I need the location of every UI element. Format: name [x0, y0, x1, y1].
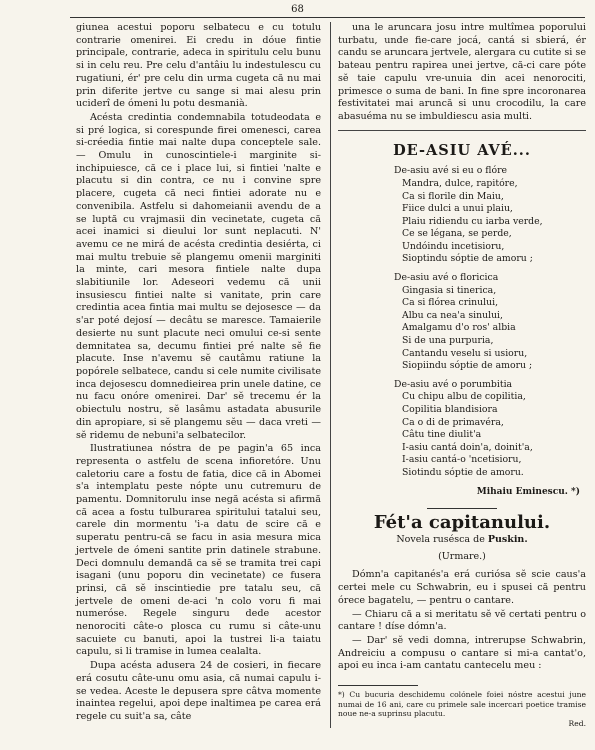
- story-continued: (Urmare.): [438, 550, 486, 562]
- left-column: [76, 22, 321, 724]
- poem-signature: Mihaiu Eminescu. *): [476, 486, 580, 497]
- page-number: 68: [291, 4, 304, 15]
- poem-line: Ce se légana, se perde,: [402, 228, 512, 240]
- story-title: Fét'a capitanului.: [373, 512, 551, 534]
- poem-line: De-asiu avé o porumbitia: [394, 378, 513, 390]
- poem-line: I-asiu cantá doin'a, doinit'a,: [402, 441, 533, 453]
- poem-line: Albu ca nea'a sinului,: [402, 309, 503, 321]
- story-author: Puskin.: [487, 533, 528, 545]
- poem-line: Gingasia si tinerica,: [402, 284, 497, 296]
- poem-line: Mandra, dulce, rapitóre,: [402, 177, 518, 189]
- footnote-signature: Red.: [568, 718, 586, 728]
- poem-stanza: [394, 165, 586, 266]
- poem-line: Ca o di de primavéra,: [402, 416, 504, 428]
- poem-line: Fiice dulci a unui plaiu,: [402, 203, 513, 215]
- poem-line: Copilitia blandisiora: [402, 404, 498, 416]
- poem-line: Sioptindu sóptie de amoru ;: [402, 253, 533, 265]
- right-column: [338, 22, 586, 728]
- story-subtitle: [338, 534, 586, 547]
- poem-line: Ca si flórea crinului,: [402, 297, 499, 309]
- poem-line: Cu chipu albu de copilitia,: [402, 391, 526, 403]
- poem-stanza: [394, 379, 586, 480]
- section-divider: [338, 130, 586, 131]
- poem-line: Ca si florile din Maiu,: [402, 190, 504, 202]
- footnote: [338, 690, 586, 728]
- poem-line: De-asiu avé o floricica: [394, 272, 499, 284]
- poem-line: Câtu tine diulit'a: [402, 429, 482, 441]
- poem-line: De-asiu avé si eu o flóre: [394, 165, 508, 177]
- poem-line: Cantandu veselu si usioru,: [402, 347, 528, 359]
- poem-line: Si de una purpuria,: [402, 335, 494, 347]
- paragraph: giunea acestui poporu selbatecu e cu totulu contrarie omenirei. Ei credu in dóue fintie principale, contrarie, adeca in spiritulu celu bunu si in celu reu. Pre celu d'antâiu lu indestulescu cu rugatiuni, ér' pre celu din urma cugeta că nu mai prin diferite jertve cu sange si mai alesu prin uciderî de ómeni lu potu desmanià.: [76, 22, 321, 110]
- poem-line: Undóindu incetisioru,: [402, 240, 505, 252]
- poem-title: DE-ASIU AVÉ...: [393, 141, 531, 159]
- paragraph: Acésta credintia condemnabila totudeodata e si pré logica, si corespunde firei omenesci, carea si-créedia fintie mai nalte dupa conceptele sale. — Omulu in cunoscintiele-i marginite si-inchipuiesce, că ce i place lui, si fintiei 'nalte e placutu si din contra, ce nu i convine spre placere, cugeta că neci fintiei adorate nu e convenibila. Astfelu si dahomeianii avendu de a se luptă cu vrajmasii din vecinetate, cugeta că acei inamici si dieului lor sunt neplacuti. N' avemu ce ne mirá de acésta credintia desiérta, ci mai multu trebuie sĕ plangemu omenii marginiti la minte, cari mesora fintiele nalte dupa slabitiunile lor. Adeseori vedemu că unii insusiescu fintiei nalte si vanitate, prin care credintia acea fintia mai multu se dejosesce — da s'ar poté dejosí — decâtu se maresce. Tamaierile desierte nu sunt placute neci omului ce-si sente demnitatea sa, decumu fintiei pré nalte sĕ fie placute. Inse n'avemu sĕ cautâmu ratiune la popórele selbatece, candu si cele numite civilisate inca dejosescu domnedieirea prin unele datine, ce nu facu onóre omenirei. Dar' sĕ trecemu ér la obiectulu nostru, sĕ lasâmu astadata abusurile din apropiare, si sĕ plangemu sĕu — daca vreti — sĕ ridemu de nebuni'a selbatecilor.: [76, 111, 321, 441]
- poem-line: I-asiu cantá-o 'ncetisioru,: [402, 454, 522, 466]
- poem-line: Siopiindu sóptie de amoru ;: [402, 360, 533, 372]
- story-subtitle-prefix: Novela rusésca de: [396, 533, 488, 545]
- footnote-divider: [338, 685, 418, 686]
- paragraph: Ilustratiunea nóstra de pe pagin'a 65 inca representa o astfelu de scena infioretóre. Unu caletoriu care a fostu de fatia, dice că in Abomei s'a intemplatu peste nópte unu cutremuru de pamentu. Domnitorulu inse negă acésta si afirmă că acea a fostu tulburarea spiritului tatalui seu, carele din mormentu 'i-a datu de scire că e superatu pentru-că se facu in asia mesura mica jertvele de ómeni santite prin datinele strabune. Deci domnulu demandă ca sĕ se tramita trei capi isagani (unu poporu din vecinetate) ce fusera prinsi, că sĕ inscintiedie pre tatalu seu, că jertvele de omeni de-aci 'n colo voru fi mai numeróse. Regele singuru dede acestor nenorociti câte-o plosca cu rumu si câte-unu sacuiete cu banuti, apoi la tustrei li-a taiatu capulu, si li tramise in lumea cealalta.: [76, 443, 321, 658]
- paragraph: Dupa acésta adusera 24 de cosieri, in fiecare erá cosutu câte-unu omu asia, că numai capulu i-se vedea. Aceste le depusera spre câtva momente inaintea regelui, apoi depe inaltimea pe carea erá regele cu suit'a sa, câte: [76, 660, 321, 722]
- poem-line: Siotindu sóptie de amoru.: [402, 466, 524, 478]
- paragraph: una le aruncara josu intre multîmea poporului turbatu, unde fie-care jocá, cantá si sbierá, ér candu se aruncara jertvele, alergara cu cutite si se bateau pentru rapirea unei jertve, că-ci care póte sĕ taie capulu vre-unuia din acei nenorociti, primesce o suma de bani. In fine spre incoronarea festivitatei mai aruncă si unu crocodilu, la care abasuéma nu se imbuldiescu asia multi.: [338, 22, 587, 122]
- poem-stanza: [394, 272, 586, 373]
- column-divider: [330, 22, 331, 728]
- footnote-text: *) Cu bucuria deschidemu colónele foiei nóstre acestui june numai de 16 ani, care cu primele sale incercari poetice tramise noue ne-a suprinsu placutu.: [338, 690, 586, 719]
- paragraph: — Dar' sĕ vedi domna, intrerupse Schwabrin, Andreiciu a compusu o cantare si mi-a cantat'o, apoi eu inca i-am cantatu cantecelu meu :: [338, 634, 586, 672]
- paragraph: — Chiaru că a si meritatu sĕ vĕ certati pentru o cantare ! díse dómn'a.: [338, 608, 586, 633]
- poem-line: Amalgamu d'o ros' albia: [402, 322, 516, 334]
- section-divider: [427, 508, 497, 509]
- paragraph: Dómn'a capitanés'a erá curiósa sĕ scie caus'a certei mele cu Schwabrin, eu i spusei că pentru órece bagatelu, — pentru o cantare.: [338, 569, 586, 606]
- poem-line: Plaiu ridiendu cu iarba verde,: [402, 215, 543, 227]
- header-rule: [70, 17, 585, 18]
